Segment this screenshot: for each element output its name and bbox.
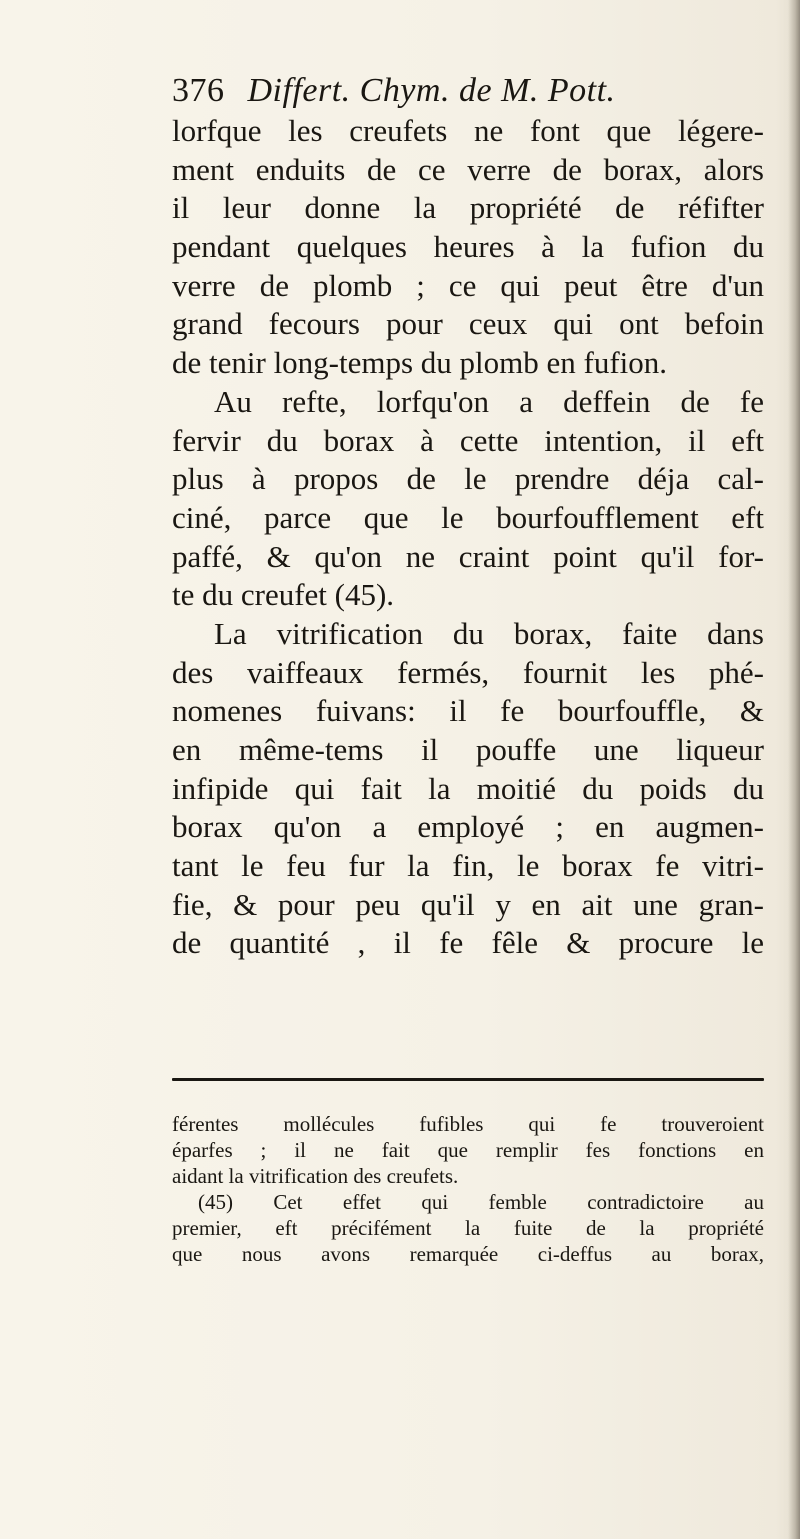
running-title: Differt. Chym. de M. Pott. — [247, 72, 616, 109]
footnote-rule — [172, 1078, 764, 1081]
body-line: il leur donne la propriété de réfifter — [172, 190, 764, 226]
body-line: en même-tems il pouffe une liqueur — [172, 732, 764, 767]
body-line: nomenes fuivans: il fe bourfouffle, & — [172, 693, 764, 729]
body-line: La vitrification du borax, faite dans — [214, 615, 764, 651]
footnote-line: premier, eft précifément la fuite de la propriété — [172, 1216, 764, 1240]
body-line: de quantité , il fe fêle & procure le — [172, 925, 764, 961]
footnote-line: férentes mollécules fufibles qui fe trouveroient — [172, 1112, 764, 1136]
body-line: te du creufet (45). — [172, 577, 395, 613]
body-line: fie, & pour peu qu'il y en ait une gran- — [172, 886, 764, 922]
body-line: des vaiffeaux fermés, fournit les phé- — [172, 654, 764, 690]
body-line: borax qu'on a employé ; en augmen- — [172, 809, 764, 845]
footnote-block — [172, 1111, 764, 1267]
main-text-block — [172, 112, 764, 963]
body-line: tant le feu fur la fin, le borax fe vitri- — [172, 848, 764, 884]
page-number: 376 — [172, 72, 225, 109]
body-line: fervir du borax à cette intention, il eft — [172, 422, 764, 458]
body-line: paffé, & qu'on ne craint point qu'il for- — [172, 538, 764, 574]
body-line: ciné, parce que le bourfoufflement eft — [172, 499, 764, 535]
running-head — [172, 72, 616, 110]
page-edge-shadow — [788, 0, 800, 1539]
body-line: grand fecours pour ceux qui ont befoin — [172, 306, 764, 342]
footnote-line: que nous avons remarquée ci-deffus au borax, — [172, 1242, 764, 1266]
footnote-line: (45) Cet effet qui femble contradictoire au — [198, 1190, 764, 1214]
body-line: Au refte, lorfqu'on a deffein de fe — [214, 383, 764, 419]
body-line: verre de plomb ; ce qui peut être d'un — [172, 267, 764, 303]
body-line: ment enduits de ce verre de borax, alors — [172, 151, 764, 187]
footnote-line: éparfes ; il ne fait que remplir fes fonctions en — [172, 1138, 764, 1162]
body-line: infipide qui fait la moitié du poids du — [172, 770, 764, 806]
footnote-line: aidant la vitrification des creufets. — [172, 1164, 459, 1188]
body-line: pendant quelques heures à la fufion du — [172, 229, 764, 265]
body-line: plus à propos de le prendre déja cal- — [172, 461, 764, 497]
body-line: de tenir long-temps du plomb en fufion. — [172, 345, 668, 381]
body-line: lorfque les creufets ne font que légere- — [172, 113, 764, 148]
